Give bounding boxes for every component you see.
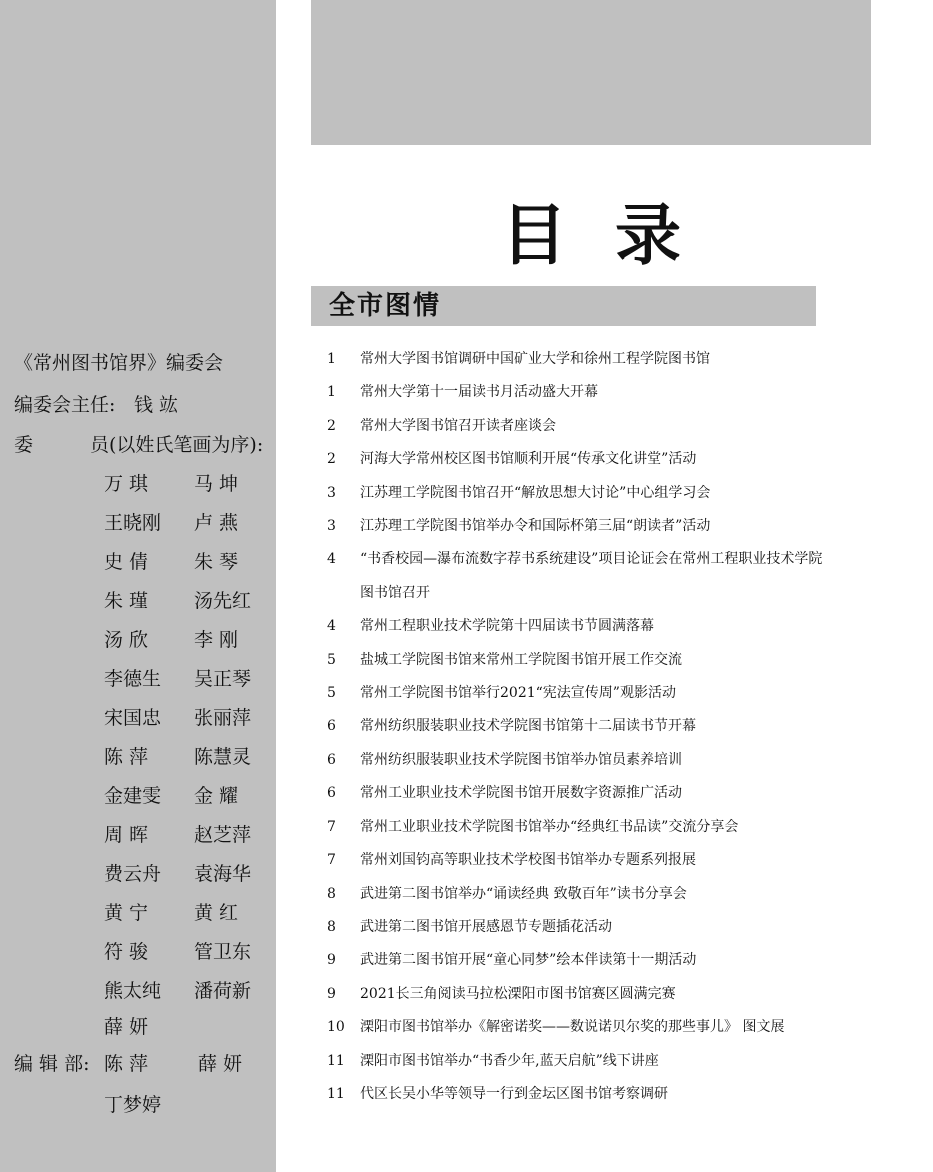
toc-page-number: 7 — [327, 852, 336, 869]
board-member-name: 万 琪 — [104, 473, 149, 495]
toc-item[interactable] — [325, 1011, 825, 1044]
toc-entry-title: 常州大学图书馆召开读者座谈会 — [360, 417, 556, 434]
toc-item[interactable] — [325, 744, 825, 777]
board-member-name: 符 骏 — [104, 941, 149, 963]
toc-entry-title: 常州大学图书馆调研中国矿业大学和徐州工程学院图书馆 — [360, 351, 710, 367]
editorial-dept-member: 陈 萍 — [104, 1053, 149, 1075]
members-label-right: 员(以姓氏笔画为序): — [90, 434, 264, 456]
toc-entry-title: 常州工业职业技术学院图书馆举办“经典红书品读”交流分享会 — [360, 818, 739, 835]
toc-entry-title: 代区长吴小华等领导一行到金坛区图书馆考察调研 — [360, 1085, 668, 1102]
board-member-name: 袁海华 — [194, 863, 252, 885]
toc-entry-title: 武进第二图书馆开展“童心同梦”绘本伴读第十一期活动 — [360, 952, 697, 969]
toc-page-number: 6 — [327, 785, 336, 802]
board-member-name: 李 刚 — [194, 629, 239, 651]
toc-item[interactable] — [325, 644, 825, 677]
toc-entry-title: 武进第二图书馆开展感恩节专题插花活动 — [360, 918, 612, 935]
editorial-dept-label: 编 辑 部: — [14, 1053, 90, 1075]
board-member-name: 汤先红 — [194, 590, 252, 612]
toc-item[interactable] — [325, 610, 825, 643]
board-member-name: 黄 宁 — [104, 902, 149, 924]
toc-entry-title: 武进第二图书馆举办“诵读经典 致敬百年”读书分享会 — [360, 885, 687, 902]
board-member-name: 张丽萍 — [194, 707, 252, 729]
board-member-name: 宋国忠 — [104, 707, 162, 729]
toc-entry-title: 2021长三角阅读马拉松溧阳市图书馆赛区圆满完赛 — [360, 985, 676, 1002]
board-member-name: 黄 红 — [194, 902, 239, 924]
board-member-name: 陈 萍 — [104, 746, 149, 768]
editorial-dept-member: 薛 妍 — [198, 1053, 243, 1075]
toc-page-number: 5 — [327, 651, 336, 668]
toc-page-number: 8 — [327, 918, 336, 935]
toc-entry-title: 常州刘国钧高等职业技术学校图书馆举办专题系列报展 — [360, 852, 696, 869]
toc-item[interactable] — [325, 1045, 825, 1078]
toc-entry-title: 河海大学常州校区图书馆顺利开展“传承文化讲堂”活动 — [360, 451, 697, 468]
toc-page-number: 6 — [327, 751, 336, 768]
toc-item[interactable] — [325, 677, 825, 710]
toc-item[interactable] — [325, 944, 825, 977]
toc-entry-title: “书香校园—瀑布流数字荐书系统建设”项目论证会在常州工程职业技术学院图书馆召开 — [360, 551, 823, 601]
members-label-left: 委 — [14, 434, 34, 456]
toc-page-number: 3 — [327, 484, 336, 501]
board-member-name: 史 倩 — [104, 551, 149, 573]
section-banner — [311, 286, 816, 326]
toc-page-number: 3 — [327, 518, 336, 535]
toc-page-number: 4 — [327, 551, 336, 568]
board-member-name: 马 坤 — [194, 473, 239, 495]
toc-item[interactable] — [325, 477, 825, 510]
board-member-name: 管卫东 — [194, 941, 252, 963]
board-member-name: 周 晖 — [104, 824, 149, 846]
board-member-name: 潘荷新 — [194, 980, 252, 1002]
toc-item[interactable] — [325, 911, 825, 944]
board-member-name: 卢 燕 — [194, 512, 239, 534]
board-member-name: 吴正琴 — [194, 668, 252, 690]
board-member-name: 赵芝萍 — [194, 824, 252, 846]
toc-item[interactable] — [325, 543, 825, 610]
toc-page-number: 11 — [327, 1085, 345, 1102]
toc-entry-title: 溧阳市图书馆举办“书香少年,蓝天启航”线下讲座 — [360, 1052, 659, 1069]
toc-page-number: 1 — [327, 351, 336, 367]
page-title: 目录 — [501, 197, 729, 274]
board-member-name: 熊太纯 — [104, 980, 162, 1002]
toc-page-number: 2 — [327, 417, 336, 434]
editorial-board-title: 《常州图书馆界》编委会 — [14, 352, 224, 374]
toc-page-number: 5 — [327, 685, 336, 702]
board-member-name: 朱 瑾 — [104, 590, 149, 612]
toc-item[interactable] — [325, 1078, 825, 1111]
toc-entry-title: 常州纺织服装职业技术学院图书馆举办馆员素养培训 — [360, 751, 682, 768]
toc-entry-title: 常州工程职业技术学院第十四届读书节圆满落幕 — [360, 618, 654, 635]
section-title: 全市图情 — [329, 291, 442, 321]
board-member-name: 李德生 — [104, 668, 162, 690]
toc-item[interactable] — [325, 811, 825, 844]
toc-item[interactable] — [325, 510, 825, 543]
board-member-name: 费云舟 — [104, 863, 162, 885]
board-director-name: 钱 竑 — [134, 394, 179, 416]
toc-entry-title: 江苏理工学院图书馆举办令和国际杯第三届“朗读者”活动 — [360, 518, 711, 535]
toc-item[interactable] — [325, 410, 825, 443]
toc-item[interactable] — [325, 844, 825, 877]
toc-page-number: 7 — [327, 818, 336, 835]
toc-entry-title: 常州工业职业技术学院图书馆开展数字资源推广活动 — [360, 785, 682, 802]
editorial-dept-member: 丁梦婷 — [104, 1094, 162, 1116]
board-member-name: 金 耀 — [194, 785, 239, 807]
toc-page-number: 10 — [327, 1019, 345, 1036]
toc-page-number: 11 — [327, 1052, 345, 1069]
table-of-contents — [325, 343, 825, 1111]
toc-item[interactable] — [325, 878, 825, 911]
toc-entry-title: 江苏理工学院图书馆召开“解放思想大讨论”中心组学习会 — [360, 484, 711, 501]
toc-page-number: 6 — [327, 718, 336, 735]
toc-page-number: 8 — [327, 885, 336, 902]
board-member-name: 王晓刚 — [104, 512, 162, 534]
board-director-label: 编委会主任: — [14, 394, 116, 416]
toc-page-number: 1 — [327, 384, 336, 401]
board-member-name: 朱 琴 — [194, 551, 239, 573]
toc-item[interactable] — [325, 777, 825, 810]
toc-item[interactable] — [325, 443, 825, 476]
toc-page-number: 2 — [327, 451, 336, 468]
toc-item[interactable] — [325, 710, 825, 743]
toc-item[interactable] — [325, 343, 825, 376]
toc-page-number: 9 — [327, 985, 336, 1002]
toc-entry-title: 常州纺织服装职业技术学院图书馆第十二届读书节开幕 — [360, 718, 696, 735]
toc-entry-title: 盐城工学院图书馆来常州工学院图书馆开展工作交流 — [360, 651, 682, 668]
board-member-name: 汤 欣 — [104, 629, 149, 651]
toc-entry-title: 溧阳市图书馆举办《解密诺奖——数说诺贝尔奖的那些事儿》 图文展 — [360, 1019, 785, 1036]
toc-item[interactable] — [325, 376, 825, 409]
toc-item[interactable] — [325, 978, 825, 1011]
header-gray-block — [311, 0, 871, 145]
board-member-name: 金建雯 — [104, 785, 162, 807]
toc-entry-title: 常州工学院图书馆举行2021“宪法宣传周”观影活动 — [360, 685, 676, 702]
sidebar-panel — [0, 0, 276, 1172]
toc-page-number: 4 — [327, 618, 336, 635]
toc-entry-title: 常州大学第十一届读书月活动盛大开幕 — [360, 384, 598, 401]
toc-page-number: 9 — [327, 952, 336, 969]
board-member-last: 薛 妍 — [104, 1016, 149, 1038]
board-member-name: 陈慧灵 — [194, 746, 252, 768]
